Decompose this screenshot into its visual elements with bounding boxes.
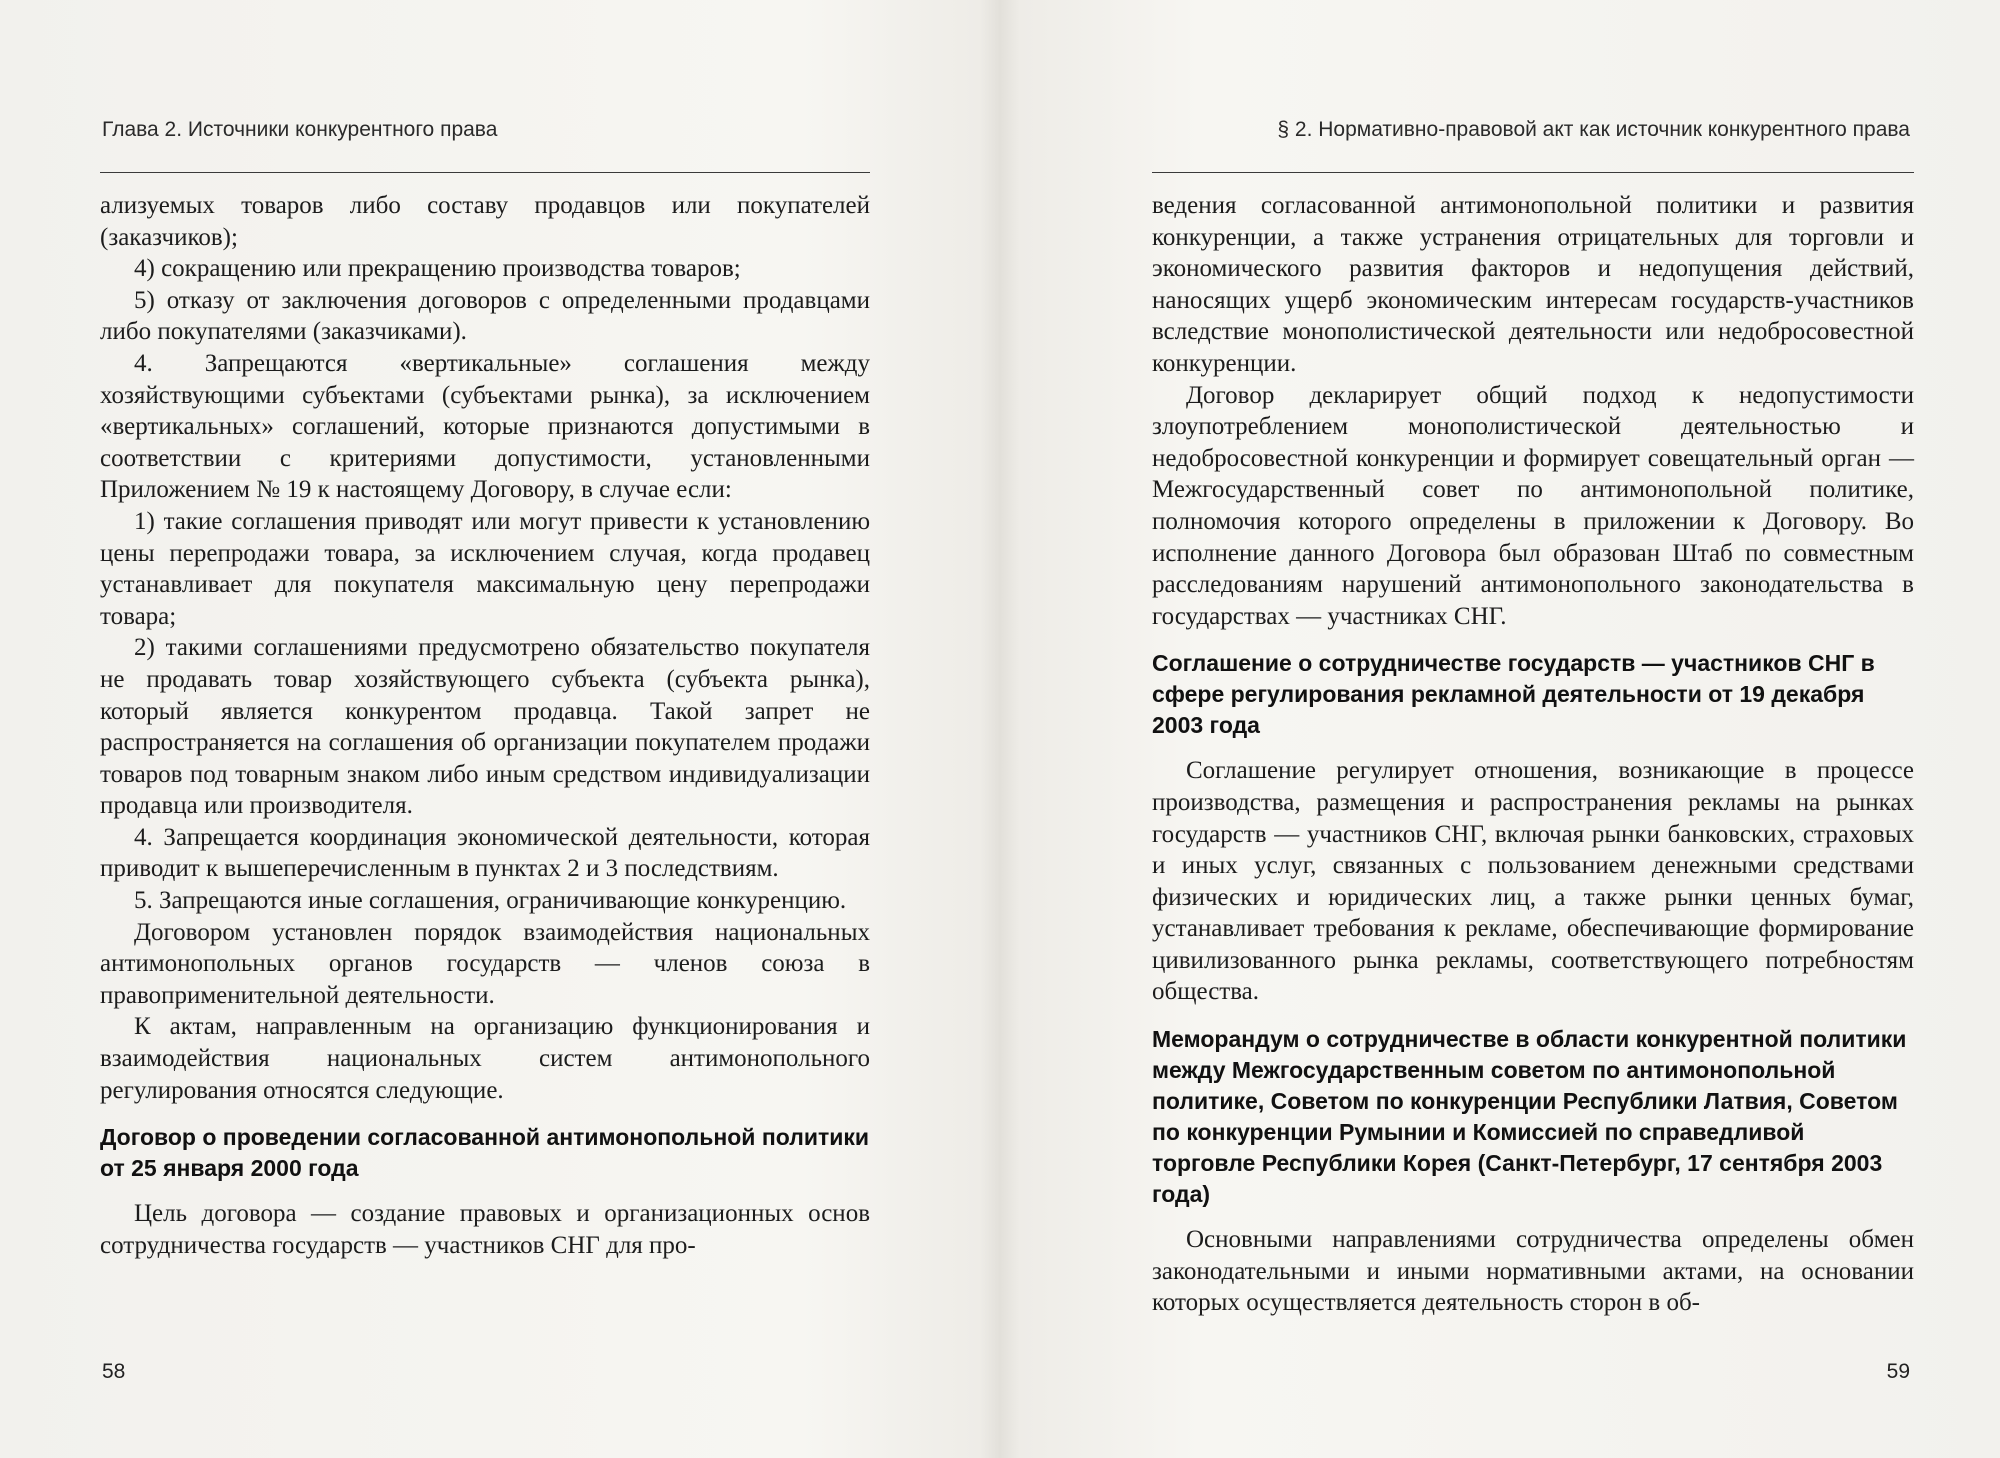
running-head-left: Глава 2. Источники конкурентного права [102,118,498,141]
paragraph: 4. Запрещаются «вертикальные» соглашения между хозяйствующими субъектами (субъектами рынка), за исключением «вертикальных» соглашений, которые признаются допустимыми в соответствии с критериями допустимости, установленными Приложением № 19 к настоящему Договору, в случае если: [100,349,870,504]
page-number-right: 59 [1886,1360,1910,1383]
paragraph: Цель договора — создание правовых и организационных основ сотрудничества государств — участников СНГ для про- [100,1200,870,1259]
running-head-right: § 2. Нормативно-правовой акт как источник конкурентного права [1277,118,1910,141]
right-page-body [1152,190,1914,1319]
paragraph: 5. Запрещаются иные соглашения, ограничивающие конкуренцию. [134,887,847,915]
paragraph: 4. Запрещается координация экономической деятельности, которая приводит к вышеперечисленным в пунктах 2 и 3 последствиям. [100,823,870,883]
section-heading-memorandum: Меморандум о сотрудничестве в области конкурентной политики между Межгосударственным советом по антимонопольной политике, Советом по конкуренции Республики Латвия, Советом по конкуренции Румынии и Комиссией по справедливой торговле Республики Корея (Санкт-Петербург, 17 сентября 2003 года) [1152,1026,1907,1208]
header-rule-right [1152,172,1914,173]
paragraph: 2) такими соглашениями предусмотрено обязательство покупателя не продавать товар хозяйствующего субъекта (субъекта рынка), который является конкурентом продавца. Такой запрет не распространяется на соглашения об организации покупателем продажи товаров под товарным знаком либо иным средством индивидуализации продавца или производителя. [100,634,870,820]
right-page [1000,0,2000,1458]
paragraph: Соглашение регулирует отношения, возникающие в процессе производства, размещения и распространения рекламы на рынках государств — участников СНГ, включая рынки банковских, страховых и иных услуг, связанных с пользованием денежными средствами физических и юридических лиц, а также рынки ценных бумаг, устанавливает требования к рекламе, обеспечивающие формирование цивилизованного рынка рекламы, соответствующего потребностям общества. [1152,757,1914,1006]
paragraph: ведения согласованной антимонопольной политики и развития конкуренции, а также устранения отрицательных для торговли и экономического развития факторов и недопущения действий, наносящих ущерб экономическим интересам государств-участников вследствие монополистической деятельности или недобросовестной конкуренции. [1152,192,1914,377]
paragraph: Основными направлениями сотрудничества определены обмен законодательными и иными нормативными актами, на основании которых осуществляется деятельность сторон в об- [1152,1226,1914,1317]
section-heading-agreement: Соглашение о сотрудничестве государств — участников СНГ в сфере регулирования рекламной деятельности от 19 декабря 2003 года [1152,650,1875,739]
section-heading-treaty: Договор о проведении согласованной антимонопольной политики от 25 января 2000 года [100,1124,870,1182]
header-rule-left [100,172,870,173]
left-page-body [100,190,870,1261]
paragraph: Договором установлен порядок взаимодействия национальных антимонопольных органов государств — членов союза в правоприменительной деятельности. [100,918,870,1009]
paragraph: К актам, направленным на организацию функционирования и взаимодействия национальных систем антимонопольного регулирования относятся следующие. [100,1013,870,1104]
paragraph: Договор декларирует общий подход к недопустимости злоупотреблением монополистической деятельностью и недобросовестной конкуренции и формирует совещательный орган — Межгосударственный совет по антимонопольной политике, полномочия которого определены в приложении к Договору. Во исполнение данного Договора был образован Штаб по совместным расследованиям нарушений антимонопольного законодательства в государствах — участниках СНГ. [1152,381,1914,630]
paragraph: 5) отказу от заключения договоров с определенными продавцами либо покупателями (заказчиками). [100,286,870,346]
paragraph: 4) сокращению или прекращению производства товаров; [134,255,741,283]
page-number-left: 58 [102,1360,126,1383]
paragraph: 1) такие соглашения приводят или могут привести к установлению цены перепродажи товара, за исключением случая, когда продавец устанавливает для покупателя максимальную цену перепродажи товара; [100,507,870,630]
paragraph: ализуемых товаров либо составу продавцов или покупателей (заказчиков); [100,192,870,251]
